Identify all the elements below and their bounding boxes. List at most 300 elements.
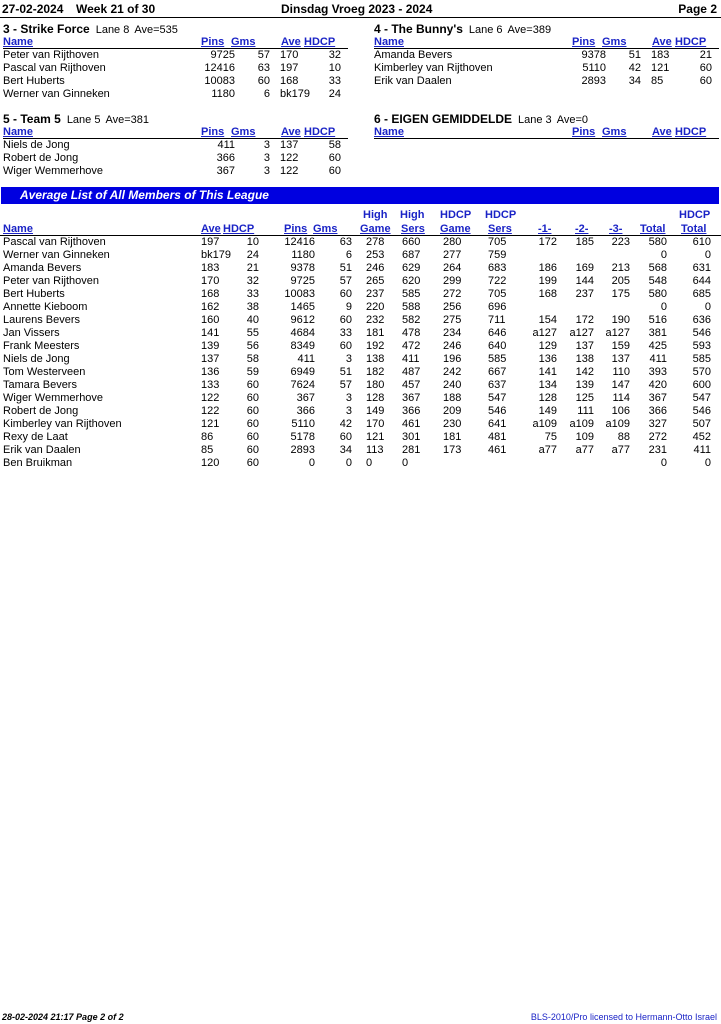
player-games: 60 [257,75,270,87]
member-hdcp-series: 546 [488,405,507,417]
member-hdcp-series: 683 [488,262,507,274]
team-block [3,112,348,181]
member-hdcp-series: 461 [488,444,507,456]
member-average: 168 [201,288,220,300]
footer-license: BLS-2010/Pro licensed to Hermann-Otto Israel [530,1012,717,1022]
average-list-header [0,208,721,236]
member-hdcp: 40 [246,314,259,326]
member-hdcp: 33 [246,288,259,300]
member-average: 120 [201,457,220,469]
col-hdcp: HDCP [675,126,707,138]
member-hdcp-total: 685 [692,288,711,300]
player-pins: 9378 [581,49,606,61]
report-date: 27-02-2024 [2,2,64,16]
member-average: 121 [201,418,220,430]
player-name: Kimberley van Rijthoven [374,62,493,74]
member-high-series: 461 [402,418,421,430]
player-pins: 1180 [211,88,235,100]
average-list-row [0,405,721,418]
member-pins: 8349 [290,340,315,352]
member-high-game: 246 [366,262,385,274]
col-name: Name [3,126,33,138]
player-name: Bert Huberts [3,75,65,87]
average-list-row [0,366,721,379]
player-games: 51 [628,49,641,61]
member-hdcp: 55 [246,327,259,339]
player-games: 6 [263,88,270,100]
member-games: 33 [339,327,352,339]
member-high-game: 113 [366,444,384,456]
member-high-game: 192 [366,340,385,352]
member-hdcp: 60 [246,418,259,430]
member-hdcp-game: 240 [443,379,462,391]
member-games: 9 [345,301,352,313]
average-list-row [0,340,721,353]
member-hdcp-game: 196 [443,353,462,365]
member-name: Jan Vissers [3,327,60,339]
average-list-row [0,353,721,366]
member-game-2: a127 [569,327,594,339]
col-hdcp: HDCP [675,36,707,48]
member-high-game: 220 [366,301,385,313]
col-total: Total [640,223,666,235]
col-game-3: -3- [609,223,623,235]
average-list-row [0,236,721,249]
member-name: Ben Bruikman [3,457,73,469]
member-games: 57 [339,275,352,287]
member-pins: 5110 [291,418,315,430]
team-average: Ave=535 [134,24,178,36]
member-game-3: 114 [612,392,630,404]
member-game-1: 141 [538,366,557,378]
team-title [374,22,551,36]
member-high-series: 588 [402,301,421,313]
member-hdcp: 10 [246,236,259,248]
team-title [3,22,178,36]
member-hdcp-series: 646 [488,327,507,339]
member-hdcp-game: 209 [443,405,462,417]
member-average: 85 [201,444,214,456]
member-average: 162 [201,301,220,313]
member-pins: 9725 [290,275,315,287]
member-average: 160 [201,314,220,326]
player-games: 57 [257,49,270,61]
player-average: 122 [280,165,299,177]
team-row [3,62,348,75]
member-hdcp: 60 [246,392,259,404]
member-high-series: 582 [402,314,421,326]
member-game-3: 110 [612,366,630,378]
average-list-row [0,392,721,405]
week-label: Week 21 of 30 [76,2,156,16]
member-games: 57 [339,379,352,391]
member-total: 381 [648,327,667,339]
player-hdcp: 60 [699,75,712,87]
player-name: Wiger Wemmerhove [3,165,104,177]
member-game-1: 199 [538,275,557,287]
col-pins: Pins [284,223,308,235]
member-hdcp-series: 722 [488,275,507,287]
member-hdcp-total: 0 [704,301,711,313]
member-games: 60 [339,340,352,352]
member-high-game: 149 [366,405,385,417]
member-name: Annette Kieboom [3,301,88,313]
member-total: 367 [648,392,667,404]
col-pins: Pins [201,36,225,48]
player-average: 121 [651,62,670,74]
member-hdcp-game: 173 [443,444,462,456]
footer-timestamp: 28-02-2024 21:17 Page 2 of 2 [2,1012,124,1022]
member-game-1: 186 [538,262,557,274]
player-pins: 9725 [210,49,235,61]
member-games: 0 [345,457,352,469]
average-list-banner [1,187,719,204]
member-hdcp: 59 [246,366,259,378]
member-high-series: 660 [402,236,421,248]
player-name: Erik van Daalen [374,75,452,87]
member-game-2: 138 [575,353,594,365]
player-hdcp: 32 [328,49,341,61]
team-title [374,112,588,126]
member-hdcp: 60 [246,405,259,417]
player-hdcp: 33 [328,75,341,87]
team-row [3,75,348,88]
member-name: Tom Westerveen [3,366,86,378]
member-average: 197 [201,236,220,248]
col-hdcp-total-top: HDCP [679,209,711,221]
player-games: 3 [263,139,270,151]
player-pins: 366 [216,152,235,164]
member-hdcp-total: 644 [692,275,711,287]
member-hdcp-total: 636 [692,314,711,326]
team-block [374,22,719,91]
member-hdcp-game: 264 [443,262,462,274]
member-hdcp-game: 188 [443,392,462,404]
player-hdcp: 60 [328,165,341,177]
player-hdcp: 58 [328,139,341,151]
team-row [3,88,348,101]
member-high-series: 478 [402,327,421,339]
member-high-game: 121 [366,431,385,443]
team-row [3,165,348,178]
average-list-row [0,249,721,262]
col-name: Name [374,126,404,138]
member-game-2: 172 [575,314,594,326]
member-total: 548 [648,275,667,287]
member-hdcp: 60 [246,444,259,456]
team-name: 3 - Strike Force [3,22,90,36]
col-name: Name [3,36,33,48]
member-total: 393 [648,366,667,378]
col-gms: Gms [602,36,627,48]
member-total: 0 [660,301,667,313]
member-hdcp-series: 585 [488,353,507,365]
member-pins: 7624 [290,379,315,391]
member-game-1: a109 [532,418,557,430]
col-hdcp-game-top: HDCP [440,209,472,221]
team-table-header [374,126,719,139]
member-game-1: 154 [538,314,557,326]
member-pins: 9612 [290,314,315,326]
member-high-series: 281 [402,444,421,456]
team-row [3,152,348,165]
member-hdcp-total: 570 [692,366,711,378]
member-game-3: 106 [611,405,630,417]
member-hdcp: 60 [246,379,259,391]
team-lane: Lane 5 [66,114,101,126]
average-list-title: Average List of All Members of This League [20,188,269,202]
member-pins: 10083 [284,288,315,300]
member-game-1: 75 [544,431,557,443]
member-games: 60 [339,431,352,443]
member-game-3: 190 [611,314,630,326]
member-game-3: a109 [605,418,630,430]
member-high-series: 301 [402,431,421,443]
member-high-series: 620 [402,275,421,287]
member-hdcp-game: 256 [443,301,462,313]
player-pins: 411 [217,139,235,151]
member-total: 425 [648,340,667,352]
member-high-game: 278 [366,236,385,248]
player-name: Werner van Ginneken [3,88,110,100]
player-name: Peter van Rijthoven [3,49,99,61]
member-game-1: a127 [532,327,557,339]
member-pins: 1465 [290,301,315,313]
member-hdcp: 60 [246,457,259,469]
member-hdcp-series: 705 [488,288,507,300]
average-list-row [0,288,721,301]
team-average: Ave=389 [507,24,552,36]
member-game-3: a77 [611,444,630,456]
member-name: Werner van Ginneken [3,249,110,261]
member-pins: 366 [296,405,315,417]
member-name: Laurens Bevers [3,314,81,326]
member-hdcp-game: 246 [443,340,462,352]
member-name: Bert Huberts [3,288,65,300]
member-games: 60 [339,314,352,326]
member-average: 141 [201,327,220,339]
member-hdcp-total: 546 [692,327,711,339]
member-pins: 0 [308,457,315,469]
member-high-game: 128 [366,392,385,404]
member-game-3: 137 [611,353,630,365]
member-total: 327 [648,418,667,430]
member-total: 580 [648,236,667,248]
player-average: 183 [651,49,670,61]
member-total: 580 [648,288,667,300]
team-table-header [3,36,348,49]
member-hdcp-series: 481 [488,431,507,443]
member-hdcp-total: 593 [692,340,711,352]
member-hdcp-total: 600 [692,379,711,391]
col-game-2: -2- [575,223,589,235]
member-high-series: 487 [402,366,421,378]
col-name: Name [374,36,404,48]
team-row [374,75,719,88]
member-name: Kimberley van Rijthoven [3,418,122,430]
team-name: 6 - EIGEN GEMIDDELDE [374,112,513,126]
member-total: 272 [648,431,667,443]
member-pins: 1180 [291,249,315,261]
member-hdcp-total: 546 [692,405,711,417]
member-game-2: 185 [575,236,594,248]
member-high-game: 180 [366,379,385,391]
col-high-sers-bottom: Sers [401,223,425,235]
col-ave: Ave [652,126,672,138]
member-hdcp: 32 [246,275,259,287]
page-number: Page 2 [678,2,717,16]
col-hdcp: HDCP [304,126,336,138]
member-game-2: a109 [569,418,594,430]
player-average: 170 [280,49,299,61]
player-pins: 10083 [204,75,235,87]
member-game-3: 175 [611,288,630,300]
member-name: Peter van Rijthoven [3,275,99,287]
member-average: 133 [201,379,220,391]
member-game-2: 144 [575,275,594,287]
team-table-header [374,36,719,49]
member-total: 231 [648,444,667,456]
member-game-3: 159 [611,340,630,352]
member-high-game: 182 [366,366,385,378]
member-game-1: 168 [538,288,557,300]
member-hdcp-game: 181 [443,431,462,443]
member-average: 170 [201,275,220,287]
member-game-2: 237 [575,288,594,300]
member-games: 3 [345,405,352,417]
player-hdcp: 24 [328,88,341,100]
team-block [374,112,719,142]
col-high-game-bottom: Game [360,223,391,235]
team-table-header [3,126,348,139]
member-game-1: 134 [538,379,557,391]
member-hdcp-series: 696 [488,301,507,313]
col-high-game-top: High [363,209,388,221]
col-gms: Gms [231,126,256,138]
member-high-game: 237 [366,288,385,300]
col-gms: Gms [231,36,256,48]
member-hdcp-game: 280 [443,236,462,248]
team-row [374,49,719,62]
member-games: 63 [339,236,352,248]
member-games: 34 [339,444,352,456]
member-average: 183 [201,262,220,274]
member-game-1: 129 [538,340,557,352]
member-hdcp-total: 452 [692,431,711,443]
member-total: 0 [660,249,667,261]
player-hdcp: 10 [328,62,341,74]
player-average: 197 [280,62,299,74]
member-game-3: a127 [605,327,630,339]
team-block [3,22,348,104]
team-lane: Lane 8 [95,24,130,36]
col-ave: Ave [201,223,221,235]
member-game-2: 109 [575,431,594,443]
member-hdcp-series: 641 [488,418,507,430]
member-game-3: 147 [611,379,630,391]
col-hdcp-game-bottom: Game [440,223,471,235]
member-game-2: 169 [575,262,594,274]
average-list-row [0,379,721,392]
player-average: 137 [280,139,299,151]
member-total: 0 [660,457,667,469]
member-games: 3 [345,353,352,365]
team-lane: Lane 3 [518,114,552,126]
average-list-row [0,262,721,275]
member-hdcp: 38 [246,301,259,313]
member-hdcp-total: 0 [704,249,711,261]
member-hdcp-total: 411 [693,444,711,456]
player-average: 122 [280,152,299,164]
member-high-series: 367 [402,392,421,404]
average-list-row [0,457,721,470]
member-game-2: 139 [575,379,594,391]
member-hdcp: 24 [246,249,259,261]
member-hdcp-series: 637 [488,379,507,391]
member-games: 42 [339,418,352,430]
member-total: 568 [648,262,667,274]
member-high-series: 629 [402,262,421,274]
member-game-3: 205 [611,275,630,287]
member-hdcp-game: 234 [443,327,462,339]
member-total: 366 [648,405,667,417]
member-name: Rexy de Laat [3,431,68,443]
player-games: 34 [628,75,641,87]
member-game-1: 149 [538,405,557,417]
member-hdcp-total: 610 [692,236,711,248]
col-game-1: -1- [538,223,552,235]
team-name: 5 - Team 5 [3,112,61,126]
member-hdcp-game: 242 [443,366,462,378]
team-average: Ave=381 [105,114,150,126]
player-average: 85 [651,75,664,87]
member-pins: 367 [296,392,315,404]
member-hdcp: 60 [246,431,259,443]
col-pins: Pins [572,36,596,48]
member-game-2: 111 [577,405,594,417]
player-games: 3 [263,165,270,177]
member-high-series: 585 [402,288,421,300]
col-high-sers-top: High [400,209,425,221]
member-game-3: 88 [617,431,630,443]
member-games: 3 [345,392,352,404]
col-ave: Ave [652,36,672,48]
member-high-game: 138 [366,353,385,365]
member-high-game: 265 [366,275,385,287]
member-total: 516 [648,314,667,326]
player-name: Robert de Jong [3,152,79,164]
member-game-1: a77 [538,444,557,456]
average-list-row [0,418,721,431]
member-games: 60 [339,288,352,300]
member-average: 139 [201,340,220,352]
member-average: 137 [201,353,220,365]
member-game-2: 137 [575,340,594,352]
team-name: 4 - The Bunny's [374,22,463,36]
member-total: 420 [648,379,667,391]
average-list-row [0,444,721,457]
member-game-1: 172 [538,236,557,248]
member-pins: 12416 [284,236,315,248]
member-average: 136 [201,366,220,378]
member-hdcp-series: 705 [488,236,507,248]
team-row [374,62,719,75]
member-high-series: 687 [402,249,421,261]
player-hdcp: 60 [699,62,712,74]
page-header [0,0,721,18]
average-list-row [0,314,721,327]
player-pins: 12416 [204,62,235,74]
